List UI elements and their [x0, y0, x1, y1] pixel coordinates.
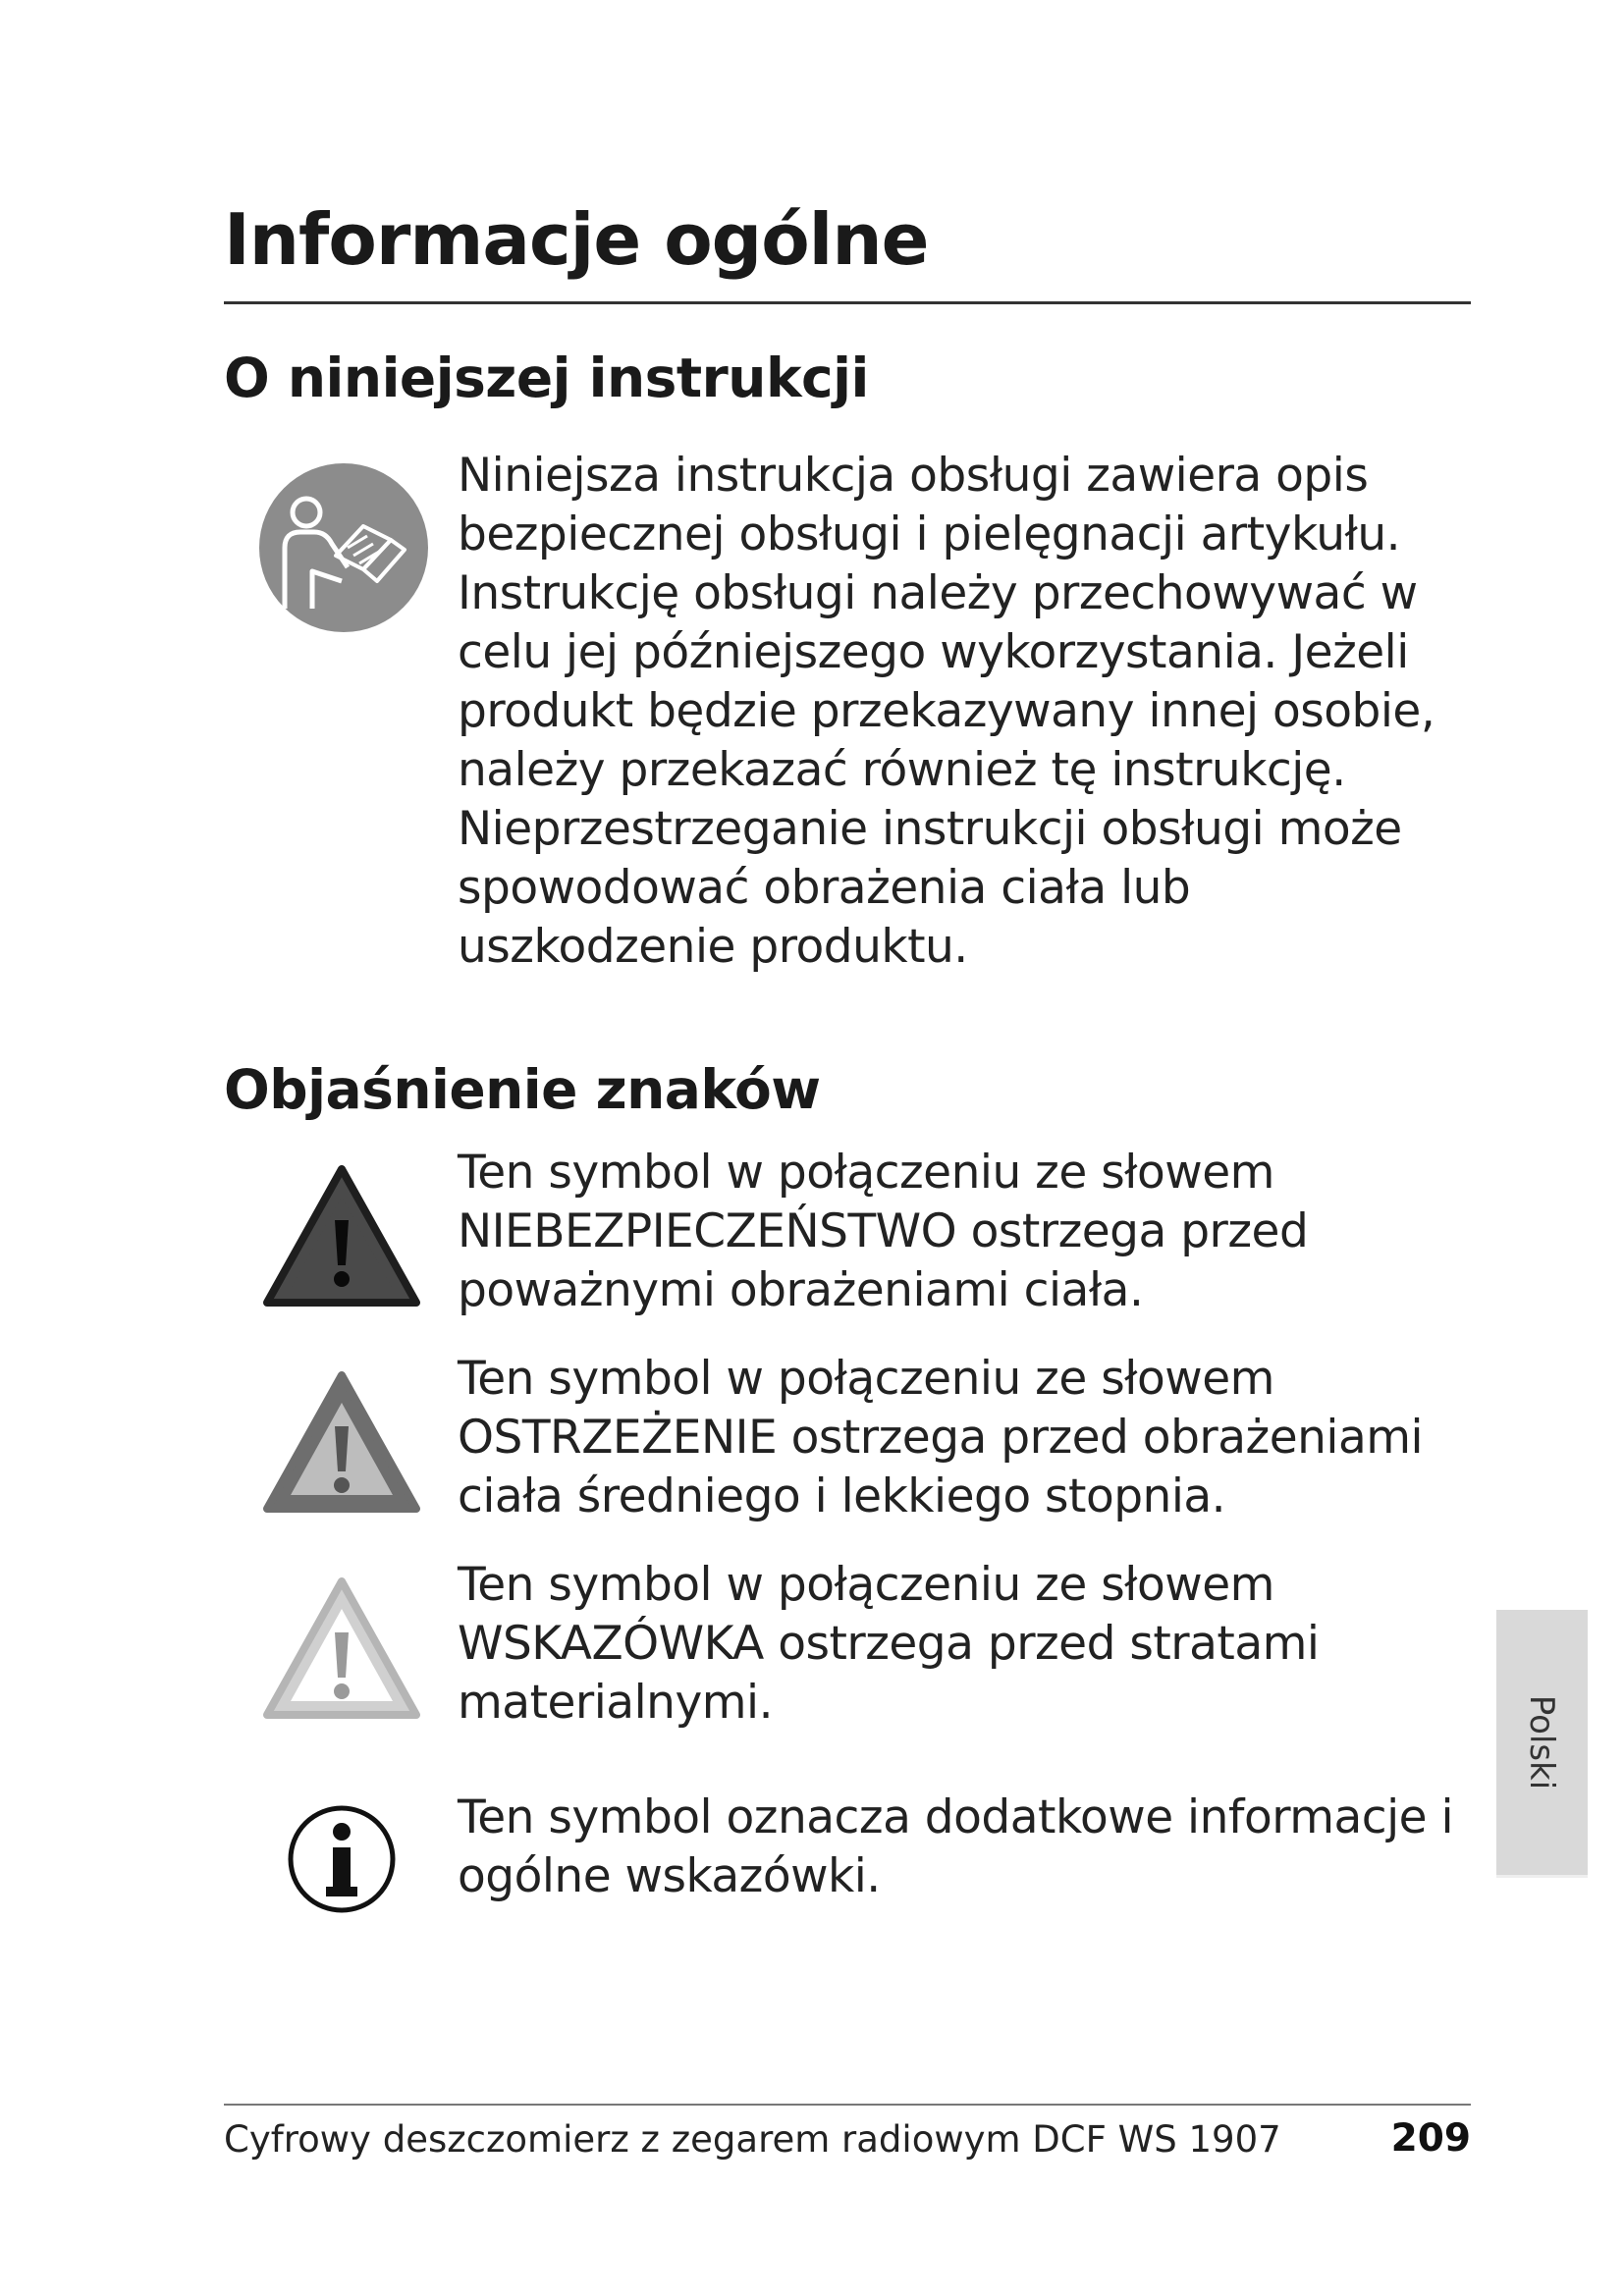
warning-triangle-icon — [261, 1369, 422, 1517]
page-title: Informacje ogólne — [224, 198, 929, 281]
symbol-description-danger: Ten symbol w połączeniu ze słowem NIEBEZPIECZEŃSTWO ostrzega przed poważnymi obrażeniami ciała. — [458, 1146, 1309, 1317]
info-icon — [287, 1804, 397, 1914]
footer-divider — [224, 2104, 1471, 2106]
language-tab-label: Polski — [1522, 1694, 1562, 1790]
section-heading-about: O niniejszej instrukcji — [224, 347, 869, 409]
page-number: 209 — [1390, 2116, 1471, 2161]
read-manual-icon — [257, 461, 430, 634]
notice-triangle-icon — [261, 1575, 422, 1723]
about-paragraph: Niniejsza instrukcja obsługi zawiera opis bezpiecznej obsługi i pielęgnacji artykułu. Instrukcję obsługi należy przechowywać w celu jej późniejszego wykorzystania. Jeżeli produkt będzie przekazywany innej osobie, należy przekazać również tę instrukcję. Nieprzestrzeganie instrukcji obsługi może spowodować obrażenia ciała lub uszkodzenie produktu. — [458, 449, 1435, 974]
danger-triangle-icon — [261, 1163, 422, 1310]
title-divider — [224, 301, 1471, 304]
section-heading-symbols: Objaśnienie znaków — [224, 1058, 821, 1121]
symbol-description-notice: Ten symbol w połączeniu ze słowem WSKAZÓWKA ostrzega przed stratami materialnymi. — [458, 1558, 1320, 1730]
language-tab — [1496, 1610, 1588, 1878]
symbol-description-warning: Ten symbol w połączeniu ze słowem OSTRZEŻENIE ostrzega przed obrażeniami ciała średniego i lekkiego stopnia. — [458, 1352, 1424, 1523]
symbol-description-info: Ten symbol oznacza dodatkowe informacje i ogólne wskazówki. — [458, 1790, 1454, 1903]
footer-product-name: Cyfrowy deszczomierz z zegarem radiowym DCF WS 1907 — [224, 2118, 1281, 2161]
